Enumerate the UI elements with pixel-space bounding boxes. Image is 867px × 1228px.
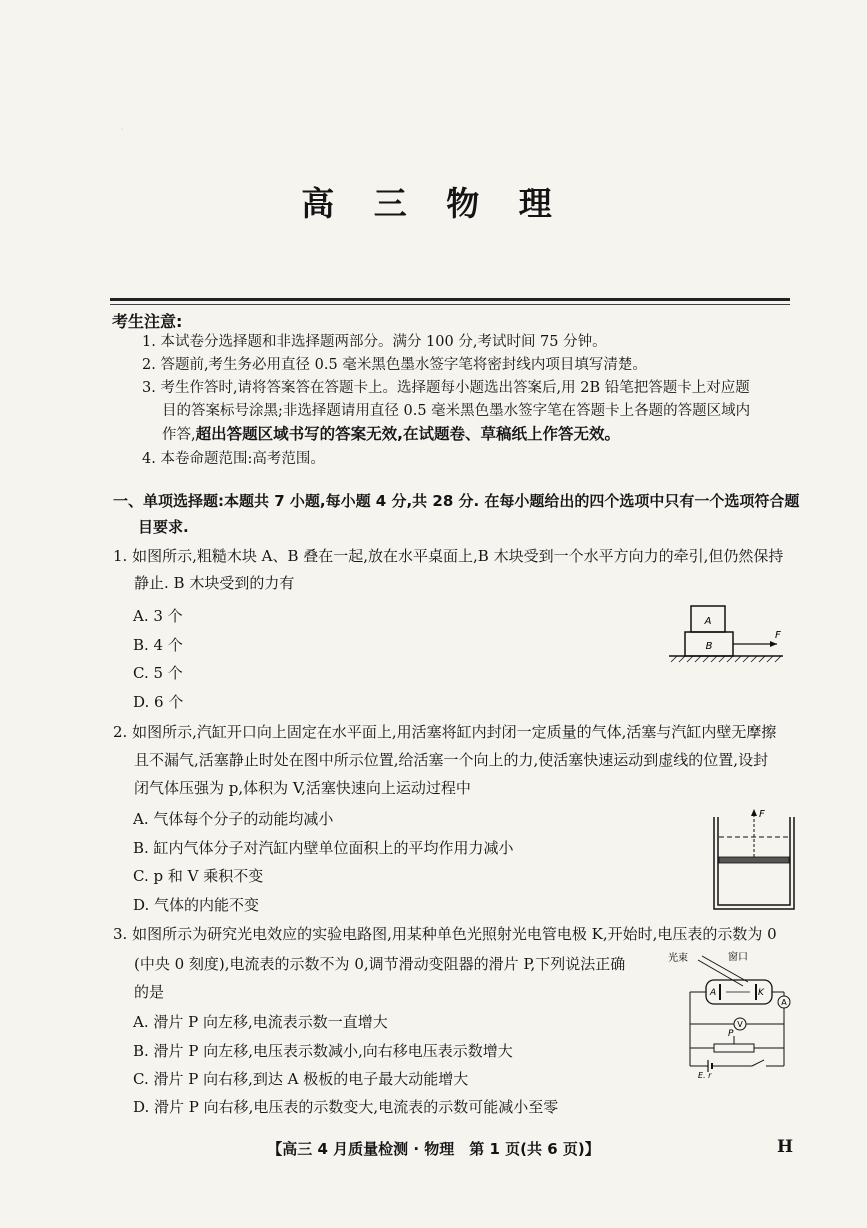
q2-figure-cylinder [710,805,800,910]
notice-item-3-prefix: 作答, [162,427,196,443]
q3-option-b: B. 滑片 P 向左移,电压表示数减小,向右移电压表示数增大 [133,1042,513,1060]
block-a-label: A [704,616,712,627]
q1-option-b: B. 4 个 [133,636,183,654]
page-footer: 【高三 4 月质量检测 · 物理 第 1 页(共 6 页)】 [267,1140,600,1158]
q2-stem-end: 闭气体压强为 p,体积为 V,活塞快速向上运动过程中 [134,779,471,797]
q3-option-a: A. 滑片 P 向左移,电流表示数一直增大 [133,1013,388,1031]
slider-label: P [728,1029,734,1039]
notice-item-2: 2. 答题前,考生务必用直径 0.5 毫米黑色墨水签字笔将密封线内项目填写清楚。 [142,357,647,373]
rheostat [714,1044,754,1052]
q1-option-c: C. 5 个 [133,664,183,682]
divider-thin [110,304,790,305]
force-arrowhead [751,809,757,816]
notice-item-1: 1. 本试卷分选择题和非选择题两部分。满分 100 分,考试时间 75 分钟。 [142,334,607,350]
plate-k-label: K [758,988,764,998]
notice-item-3-cont: 目的答案标号涂黑;非选择题请用直径 0.5 毫米黑色墨水签字笔在答题卡上各题的答题区域内 [162,403,751,419]
section-heading-cont: 目要求. [138,518,189,536]
battery-label: E, r [698,1071,712,1078]
light-ray-1 [698,960,743,986]
q1-option-d: D. 6 个 [133,693,184,711]
force-arrowhead [770,641,777,647]
q3-option-d: D. 滑片 P 向右移,电压表的示数变大,电流表的示数可能减小至零 [133,1098,559,1116]
bleed-through-text: . [120,118,125,134]
q1-stem-cont: 静止. B 木块受到的力有 [134,574,295,592]
q2-option-c: C. p 和 V 乘积不变 [133,867,264,885]
q2-option-a: A. 气体每个分子的动能均减小 [133,810,334,828]
notice-item-3: 3. 考生作答时,请将答案答在答题卡上。选择题每小题选出答案后,用 2B 铅笔把答题卡上对应题 [142,380,750,396]
section-heading: 一、单项选择题:本题共 7 小题,每小题 4 分,共 28 分. 在每小题给出的四个选项中只有一个选项符合题 [113,492,800,510]
plate-a-label: A [710,988,717,998]
q2-option-b: B. 缸内气体分子对汽缸内壁单位面积上的平均作用力减小 [133,839,514,857]
q3-figure-circuit [668,948,800,1078]
q3-option-c: C. 滑片 P 向右移,到达 A 极板的电子最大动能增大 [133,1070,469,1088]
divider-thick [110,298,790,301]
notice-heading: 考生注意: [112,312,183,331]
q1-figure-blocks [665,600,795,670]
notice-item-3-bold: 超出答题区域书写的答案无效,在试题卷、草稿纸上作答无效。 [195,425,620,443]
q1-option-a: A. 3 个 [133,607,183,625]
voltmeter-label: V [737,1020,743,1029]
force-label: F [775,630,781,641]
light-beam-label: 光束 [668,953,688,964]
q2-option-d: D. 气体的内能不变 [133,896,260,914]
notice-item-4: 4. 本卷命题范围:高考范围。 [142,451,325,467]
q3-stem: 3. 如图所示为研究光电效应的实验电路图,用某种单色光照射光电管电极 K,开始时,电压表的示数为 0 [113,925,777,943]
notice-item-3-end [162,423,620,446]
table-hatch [671,656,781,662]
q2-stem: 2. 如图所示,汽缸开口向上固定在水平面上,用活塞将缸内封闭一定质量的气体,活塞与汽缸内壁无摩擦 [113,723,777,741]
page-title: 高 三 物 理 [301,184,566,223]
q3-stem-cont: (中央 0 刻度),电流表的示数不为 0,调节滑动变阻器的滑片 P,下列说法正确 [134,955,626,973]
ammeter-label: A [781,998,787,1007]
q2-stem-cont: 且不漏气,活塞静止时处在图中所示位置,给活塞一个向上的力,使活塞快速运动到虚线的位置,设封 [134,751,769,769]
force-label: F [759,809,765,820]
piston [719,857,789,863]
q1-stem: 1. 如图所示,粗糙木块 A、B 叠在一起,放在水平桌面上,B 木块受到一个水平方向力的牵引,但仍然保持 [113,547,784,565]
switch [752,1060,764,1066]
q3-stem-end: 的是 [134,983,165,1001]
paper-code: H [777,1137,794,1157]
block-b-label: B [705,641,713,652]
window-label: 窗口 [728,952,748,963]
